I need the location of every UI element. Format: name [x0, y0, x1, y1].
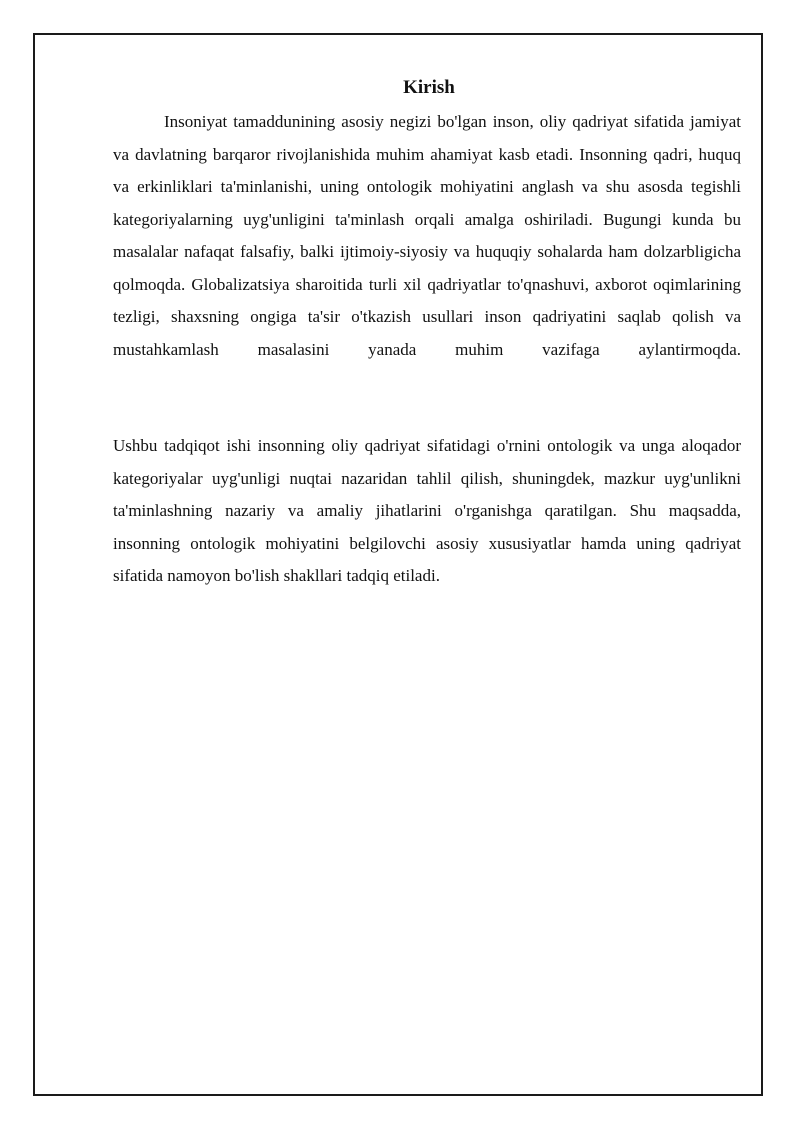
- document-title: Kirish: [403, 77, 455, 98]
- paragraph-introduction: Insoniyat tamaddunining asosiy negizi bo'lgan inson, oliy qadriyat sifatida jamiyat va davlatning barqaror rivojlanishida muhim ahamiyat kasb etadi. Insonning qadri, huquq va erkinliklari ta'minlanishi, uning ontologik mohiyatini anglash va shu asosda tegishli kategoriyalarning uyg'unligini ta'minlash orqali amalga oshiriladi. Bugungi kunda bu masalalar nafaqat falsafiy, balki ijtimoiy-siyosiy va huquqiy sohalarda ham dolzarbligicha qolmoqda. Globalizatsiya sharoitida turli xil qadriyatlar to'qnashuvi, axborot oqimlarining tezligi, shaxsning ongiga ta'sir o'tkazish usullari inson qadriyatini saqlab qolish va mustahkamlash masalasini yanada muhim vazifaga aylantirmoqda.: [113, 112, 741, 359]
- paragraph-research-aim: Ushbu tadqiqot ishi insonning oliy qadriyat sifatidagi o'rnini ontologik va unga aloqador kategoriyalar uyg'unligi nuqtai nazaridan tahlil qilish, shuningdek, mazkur uyg'unlikni ta'minlashning nazariy va amaliy jihatlarini o'rganishga qaratilgan. Shu maqsadda, insonning ontologik mohiyatini belgilovchi asosiy xususiyatlar hamda uning qadriyat sifatida namoyon bo'lish shakllari tadqiq etiladi.: [113, 436, 741, 585]
